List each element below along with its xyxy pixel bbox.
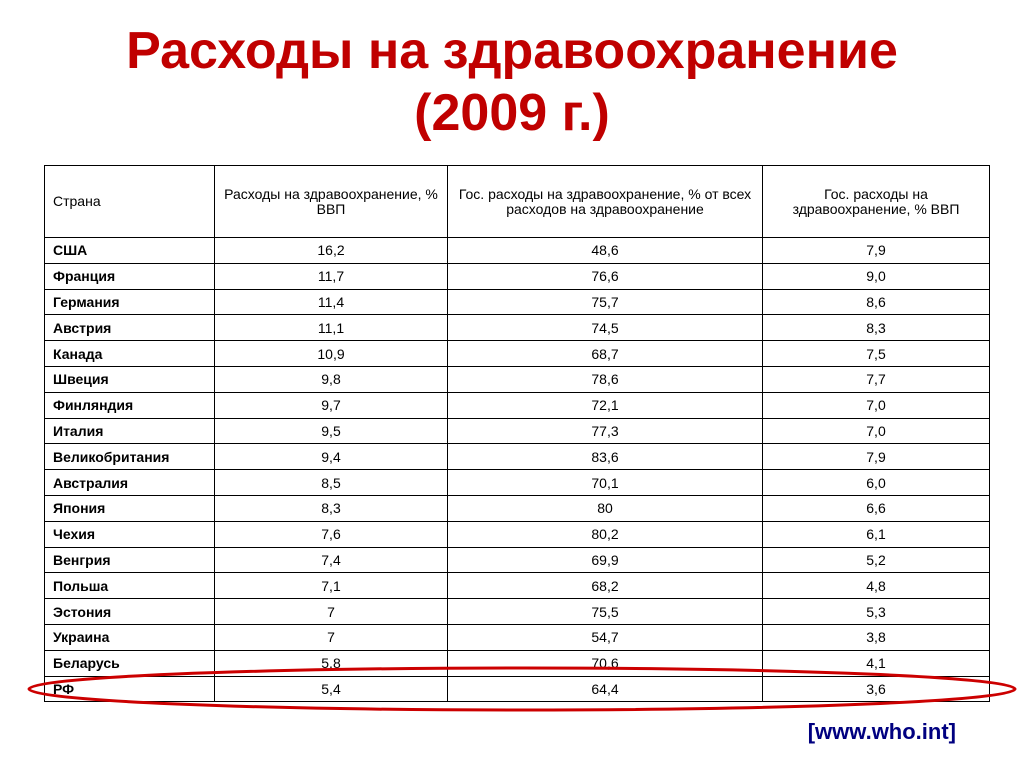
gov-spending-cell: 7,7 [763,366,990,392]
health-spending-cell: 7,6 [215,521,448,547]
health-spending-cell: 7,4 [215,547,448,573]
header-health-spending-gdp: Расходы на здравоохранение, % ВВП [215,166,448,238]
gov-spending-cell: 8,6 [763,289,990,315]
table-row [45,238,990,264]
table-row [45,289,990,315]
health-spending-cell: 11,1 [215,315,448,341]
gov-share-cell: 70,1 [448,470,763,496]
gov-spending-cell: 3,8 [763,624,990,650]
slide-title [0,20,1024,144]
table-row [45,521,990,547]
country-cell: Австрия [45,315,215,341]
country-cell: Япония [45,495,215,521]
table-row [45,444,990,470]
gov-share-cell: 78,6 [448,366,763,392]
table-row [45,650,990,676]
gov-spending-cell: 6,6 [763,495,990,521]
gov-share-cell: 80 [448,495,763,521]
country-cell: Эстония [45,599,215,625]
country-cell: Украина [45,624,215,650]
gov-share-cell: 83,6 [448,444,763,470]
health-spending-cell: 9,8 [215,366,448,392]
gov-share-cell: 68,7 [448,341,763,367]
gov-share-cell: 64,4 [448,676,763,702]
header-gov-spending-gdp: Гос. расходы на здравоохранение, % ВВП [763,166,990,238]
gov-spending-cell: 5,2 [763,547,990,573]
table-row [45,366,990,392]
table-row [45,341,990,367]
health-spending-cell: 7,1 [215,573,448,599]
gov-spending-cell: 9,0 [763,263,990,289]
gov-share-cell: 70,6 [448,650,763,676]
gov-spending-cell: 4,1 [763,650,990,676]
country-cell: Беларусь [45,650,215,676]
health-spending-cell: 9,5 [215,418,448,444]
health-expenditure-table [44,165,990,702]
gov-spending-cell: 8,3 [763,315,990,341]
gov-spending-cell: 6,0 [763,470,990,496]
health-spending-cell: 8,5 [215,470,448,496]
gov-share-cell: 68,2 [448,573,763,599]
gov-share-cell: 48,6 [448,238,763,264]
gov-share-cell: 75,7 [448,289,763,315]
country-cell: РФ [45,676,215,702]
country-cell: Чехия [45,521,215,547]
country-cell: Германия [45,289,215,315]
health-spending-cell: 9,4 [215,444,448,470]
gov-share-cell: 80,2 [448,521,763,547]
country-cell: Польша [45,573,215,599]
health-spending-cell: 9,7 [215,392,448,418]
gov-spending-cell: 4,8 [763,573,990,599]
gov-spending-cell: 7,5 [763,341,990,367]
table-row [45,573,990,599]
table-row [45,418,990,444]
health-spending-cell: 5,8 [215,650,448,676]
gov-spending-cell: 5,3 [763,599,990,625]
health-spending-cell: 7 [215,624,448,650]
country-cell: Швеция [45,366,215,392]
health-spending-cell: 10,9 [215,341,448,367]
country-cell: Италия [45,418,215,444]
health-spending-cell: 16,2 [215,238,448,264]
gov-spending-cell: 6,1 [763,521,990,547]
country-cell: США [45,238,215,264]
table-row [45,547,990,573]
health-spending-cell: 8,3 [215,495,448,521]
health-spending-cell: 11,4 [215,289,448,315]
gov-spending-cell: 7,9 [763,238,990,264]
slide-title-line-2: (2009 г.) [414,84,610,142]
table-row [45,599,990,625]
health-spending-cell: 11,7 [215,263,448,289]
table-row [45,392,990,418]
gov-share-cell: 72,1 [448,392,763,418]
gov-share-cell: 75,5 [448,599,763,625]
country-cell: Финляндия [45,392,215,418]
table-row [45,263,990,289]
table-row [45,495,990,521]
gov-share-cell: 77,3 [448,418,763,444]
country-cell: Канада [45,341,215,367]
country-cell: Франция [45,263,215,289]
gov-share-cell: 74,5 [448,315,763,341]
table-row [45,624,990,650]
gov-share-cell: 54,7 [448,624,763,650]
table-row [45,470,990,496]
gov-share-cell: 69,9 [448,547,763,573]
country-cell: Венгрия [45,547,215,573]
gov-spending-cell: 3,6 [763,676,990,702]
header-country: Страна [45,166,215,238]
gov-spending-cell: 7,0 [763,418,990,444]
gov-spending-cell: 7,9 [763,444,990,470]
gov-share-cell: 76,6 [448,263,763,289]
header-gov-share-of-spending: Гос. расходы на здравоохранение, % от всех расходов на здравоохранение [448,166,763,238]
gov-spending-cell: 7,0 [763,392,990,418]
health-spending-cell: 5,4 [215,676,448,702]
table-row-highlighted [45,676,990,702]
table-header-row [45,166,990,238]
country-cell: Великобритания [45,444,215,470]
health-spending-cell: 7 [215,599,448,625]
slide-title-line-1: Расходы на здравоохранение [126,22,898,80]
source-citation: [www.who.int] [807,719,956,744]
country-cell: Австралия [45,470,215,496]
table-row [45,315,990,341]
